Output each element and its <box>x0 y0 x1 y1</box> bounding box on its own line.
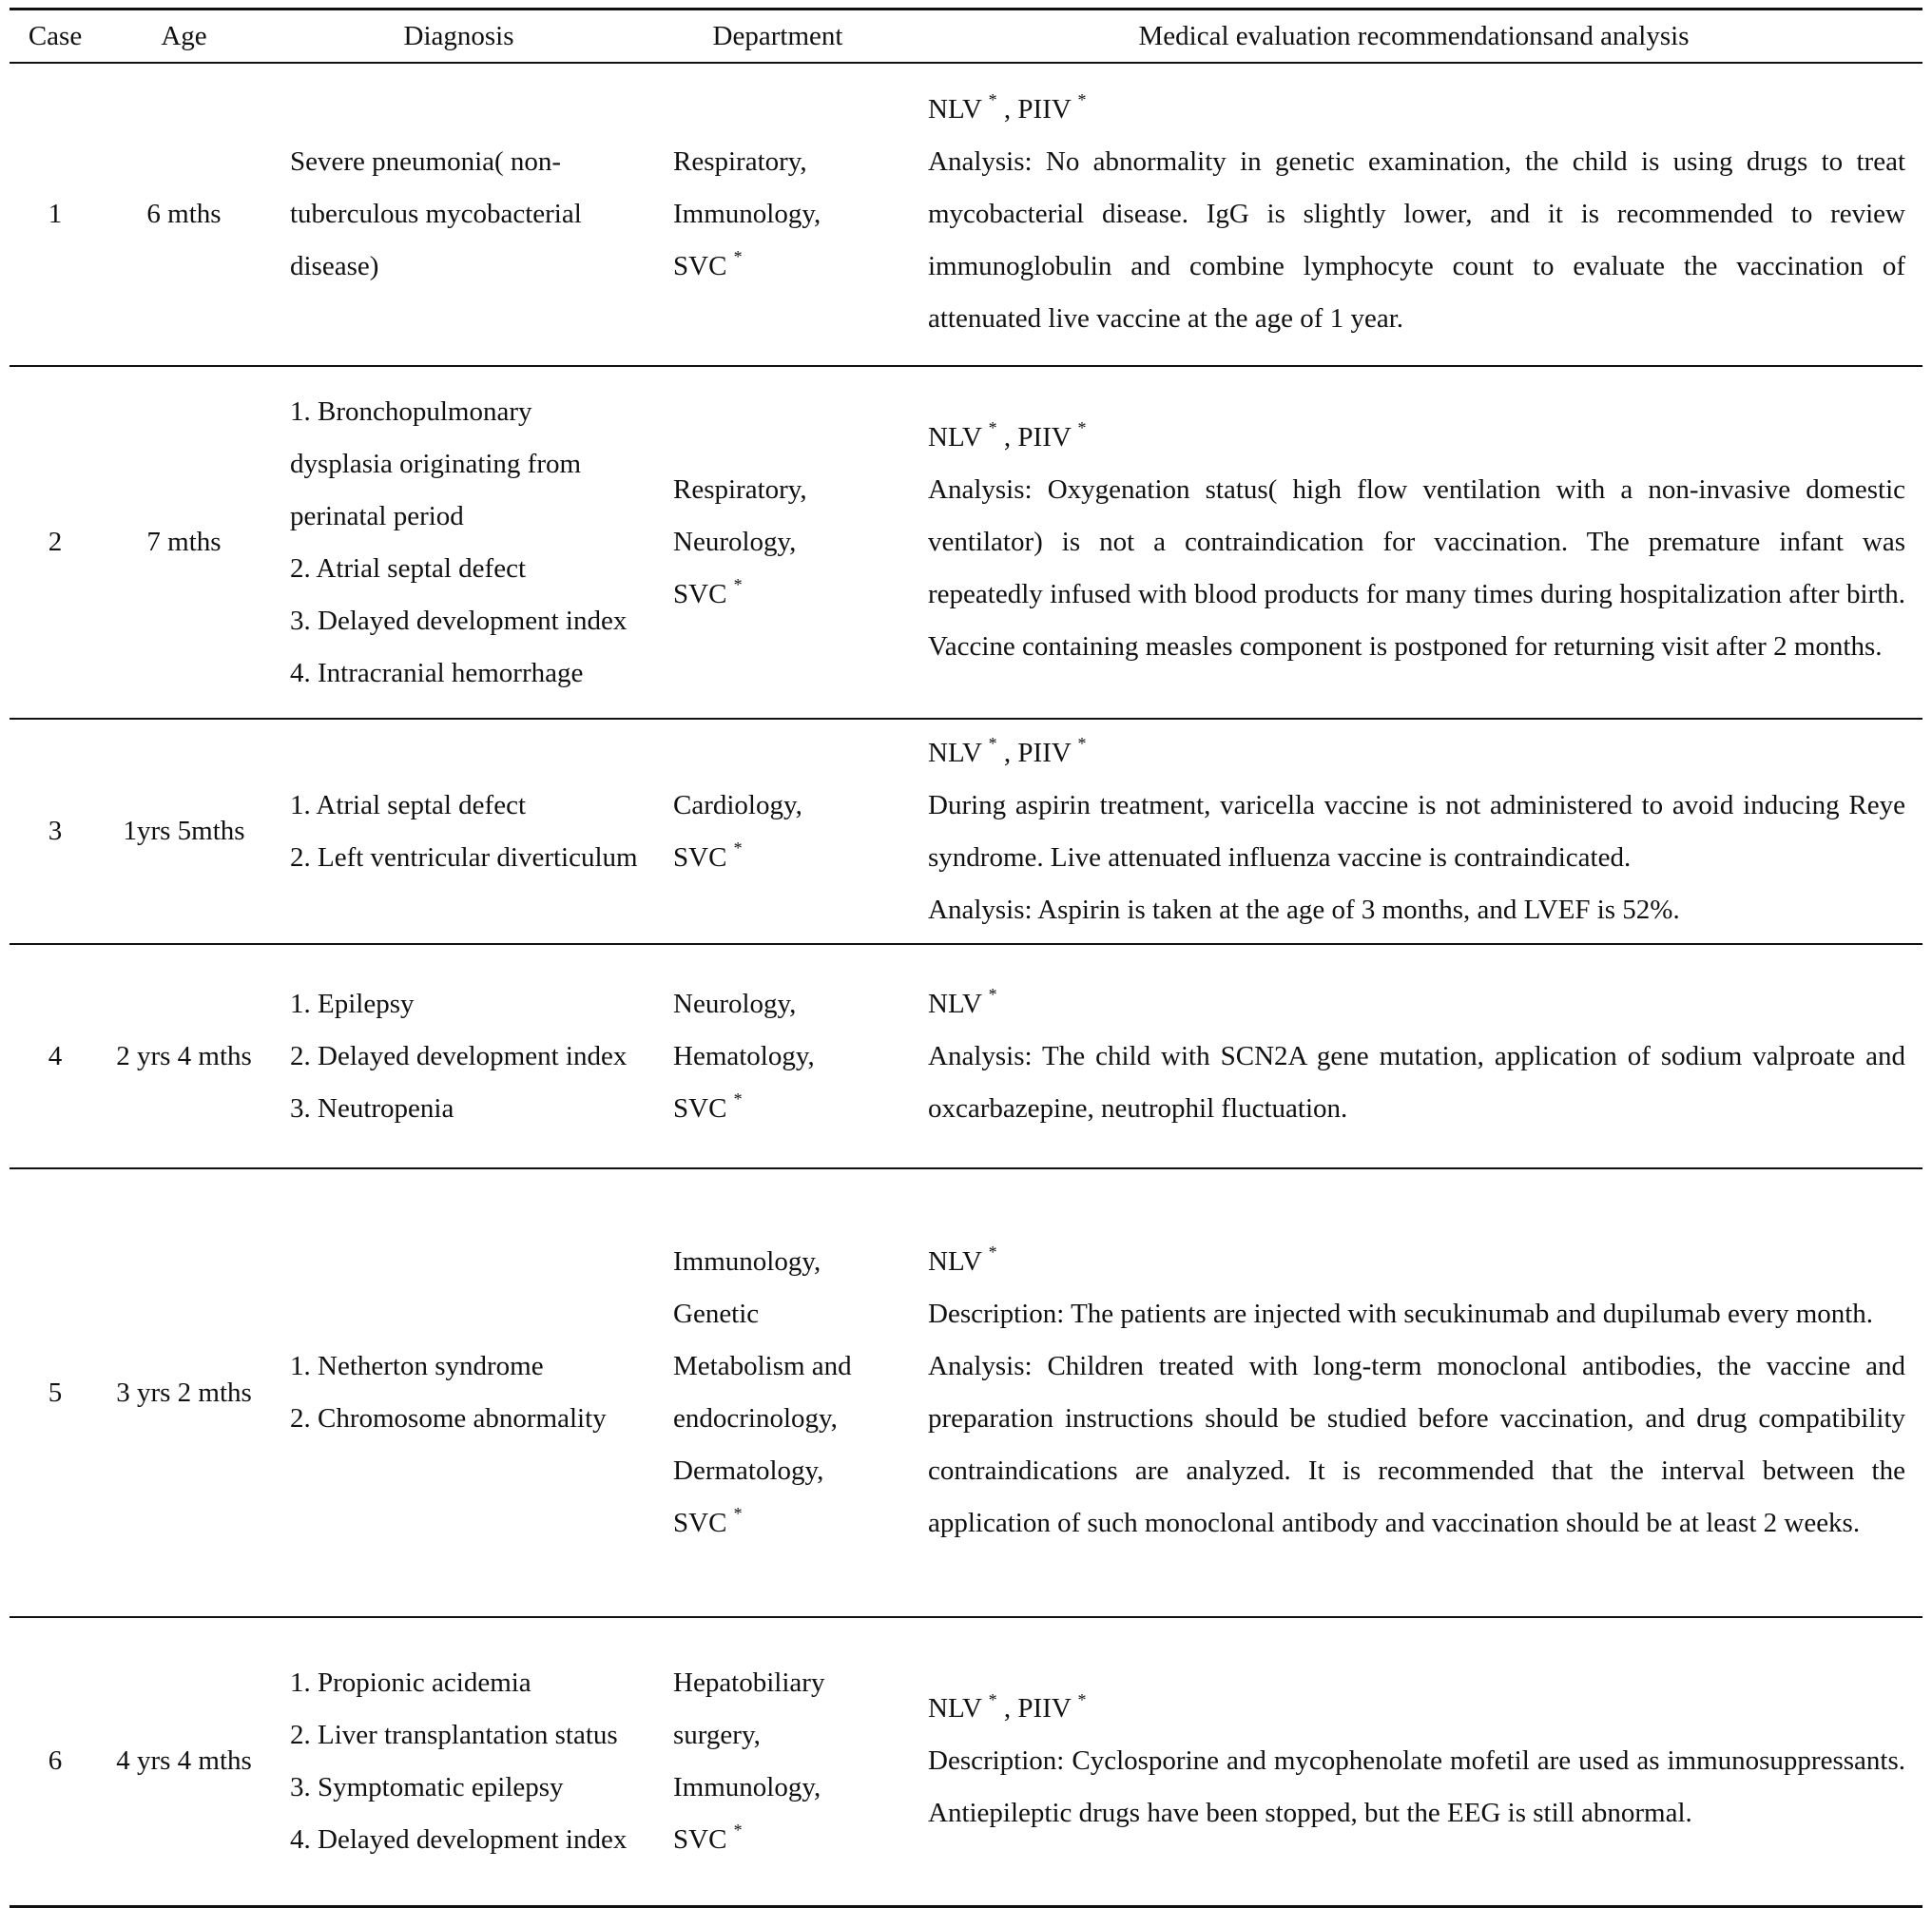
table-row <box>10 63 1922 366</box>
evaluation-paragraph: NLV * , PIIV * <box>928 90 1087 125</box>
cell-department <box>650 719 905 944</box>
cell-diagnosis <box>267 719 650 944</box>
evaluation-paragraph: Analysis: Children treated with long-term monoclonal antibodies, the vaccine and preparation instructions should be studied before vaccination, and drug compatibility contraindications are analyzed. It is recommended that the interval between the application of such monoclonal antibody and vaccination should be at least 2 weeks. <box>928 1351 1905 1538</box>
cell-evaluation <box>905 63 1922 366</box>
department-item: Respiratory, Immunology, <box>673 146 821 229</box>
cell-case: 3 <box>48 816 63 846</box>
cell-department <box>650 1168 905 1617</box>
table-row <box>10 1617 1922 1906</box>
header-case: Case <box>10 10 101 64</box>
cell-age: 2 yrs 4 mths <box>116 1040 252 1071</box>
header-row <box>10 10 1922 64</box>
diagnosis-item: 1. Netherton syndrome <box>290 1351 544 1381</box>
cell-diagnosis <box>267 366 650 719</box>
cell-department <box>650 1617 905 1906</box>
diagnosis-item: 2. Chromosome abnormality <box>290 1403 607 1434</box>
cell-evaluation <box>905 1168 1922 1617</box>
department-item: Genetic Metabolism and endocrinology, <box>673 1299 852 1434</box>
header-diagnosis: Diagnosis <box>267 10 650 64</box>
diagnosis-item: 4. Intracranial hemorrhage <box>290 657 584 688</box>
cell-department <box>650 63 905 366</box>
cell-age: 1yrs 5mths <box>123 816 245 846</box>
diagnosis-item: 4. Delayed development index <box>290 1823 628 1855</box>
department-item: SVC * <box>673 1089 743 1124</box>
diagnosis-item: 1. Epilepsy <box>290 988 415 1019</box>
department-item: SVC * <box>673 247 743 281</box>
header-department: Department <box>650 10 905 64</box>
evaluation-paragraph: Analysis: Oxygenation status( high flow ventilation with a non-invasive domestic ventilator) is not a contraindication for vaccination. The premature infant was repeatedly infused with blood products for many times during hospitalization after birth. Vaccine containing measles component is postponed for returning visit after 2 months. <box>928 474 1905 662</box>
cell-age: 3 yrs 2 mths <box>116 1377 252 1408</box>
diagnosis-item: 2. Delayed development index <box>290 1040 628 1071</box>
cell-case: 4 <box>48 1040 63 1071</box>
cell-case: 2 <box>48 527 63 557</box>
department-item: Hepatobiliary surgery, Immunology, <box>673 1667 825 1802</box>
evaluation-paragraph: NLV * <box>928 984 997 1019</box>
diagnosis-item: 1. Bronchopulmonary dysplasia originating from perinatal period <box>290 395 582 531</box>
cell-diagnosis <box>267 63 650 366</box>
cell-department <box>650 366 905 719</box>
diagnosis-item: 1. Propionic acidemia <box>290 1667 531 1698</box>
department-item: Neurology, Hematology, <box>673 988 815 1071</box>
diagnosis-item: 3. Symptomatic epilepsy <box>290 1771 564 1802</box>
diagnosis-item: 3. Delayed development index <box>290 605 628 636</box>
cell-diagnosis <box>267 1168 650 1617</box>
department-item: Immunology, <box>673 1246 821 1277</box>
cell-evaluation <box>905 719 1922 944</box>
department-item: Cardiology, <box>673 789 802 820</box>
table-row <box>10 944 1922 1168</box>
cell-case: 1 <box>48 199 63 229</box>
evaluation-paragraph: NLV * , PIIV * <box>928 1689 1087 1725</box>
cell-age: 7 mths <box>146 527 222 557</box>
department-item: SVC * <box>673 575 743 609</box>
cell-evaluation <box>905 366 1922 719</box>
evaluation-paragraph: Description: Cyclosporine and mycophenolate mofetil are used as immunosuppressants. Antiepileptic drugs have been stopped, but the EEG is still abnormal. <box>928 1745 1905 1829</box>
evaluation-paragraph: NLV * , PIIV * <box>928 733 1087 768</box>
evaluation-paragraph: Analysis: The child with SCN2A gene mutation, application of sodium valproate and oxcarbazepine, neutrophil fluctuation. <box>928 1040 1905 1124</box>
diagnosis-item: 1. Atrial septal defect <box>290 789 527 820</box>
header-evaluation: Medical evaluation recommendationsand analysis <box>905 10 1922 64</box>
evaluation-paragraph: Description: The patients are injected with secukinumab and dupilumab every month. <box>928 1299 1874 1329</box>
evaluation-paragraph: NLV * <box>928 1243 997 1277</box>
department-item: Neurology, <box>673 527 797 557</box>
department-item: SVC * <box>673 1821 743 1855</box>
cell-diagnosis <box>267 944 650 1168</box>
cell-case: 6 <box>48 1745 63 1777</box>
cell-age: 6 mths <box>146 199 222 229</box>
evaluation-paragraph: During aspirin treatment, varicella vaccine is not administered to avoid inducing Reye syndrome. Live attenuated influenza vaccine is contraindicated. <box>928 789 1905 873</box>
department-item: Respiratory, <box>673 474 807 505</box>
department-item: SVC * <box>673 1504 743 1538</box>
table-row <box>10 366 1922 719</box>
department-item: SVC * <box>673 838 743 873</box>
diagnosis-item: Severe pneumonia( non-tuberculous mycobacterial disease) <box>290 146 582 281</box>
cell-case: 5 <box>48 1377 63 1408</box>
cell-department <box>650 944 905 1168</box>
evaluation-paragraph: NLV * , PIIV * <box>928 418 1087 453</box>
department-item: Dermatology, <box>673 1455 824 1486</box>
diagnosis-item: 2. Left ventricular diverticulum <box>290 841 638 873</box>
diagnosis-item: 2. Atrial septal defect <box>290 552 527 584</box>
table-row <box>10 719 1922 944</box>
table-row <box>10 1168 1922 1617</box>
diagnosis-item: 2. Liver transplantation status <box>290 1719 618 1750</box>
cell-age: 4 yrs 4 mths <box>116 1745 252 1777</box>
evaluation-paragraph: Analysis: No abnormality in genetic examination, the child is using drugs to treat mycobacterial disease. IgG is slightly lower, and it is recommended to review immunoglobulin and combine lymphocyte count to evaluate the vaccination of attenuated live vaccine at the age of 1 year. <box>928 146 1905 334</box>
vaccination-evaluation-table <box>10 8 1922 1908</box>
cell-evaluation <box>905 1617 1922 1906</box>
cell-diagnosis <box>267 1617 650 1906</box>
diagnosis-item: 3. Neutropenia <box>290 1092 454 1124</box>
header-age: Age <box>101 10 267 64</box>
evaluation-paragraph: Analysis: Aspirin is taken at the age of 3 months, and LVEF is 52%. <box>928 894 1680 925</box>
cell-evaluation <box>905 944 1922 1168</box>
